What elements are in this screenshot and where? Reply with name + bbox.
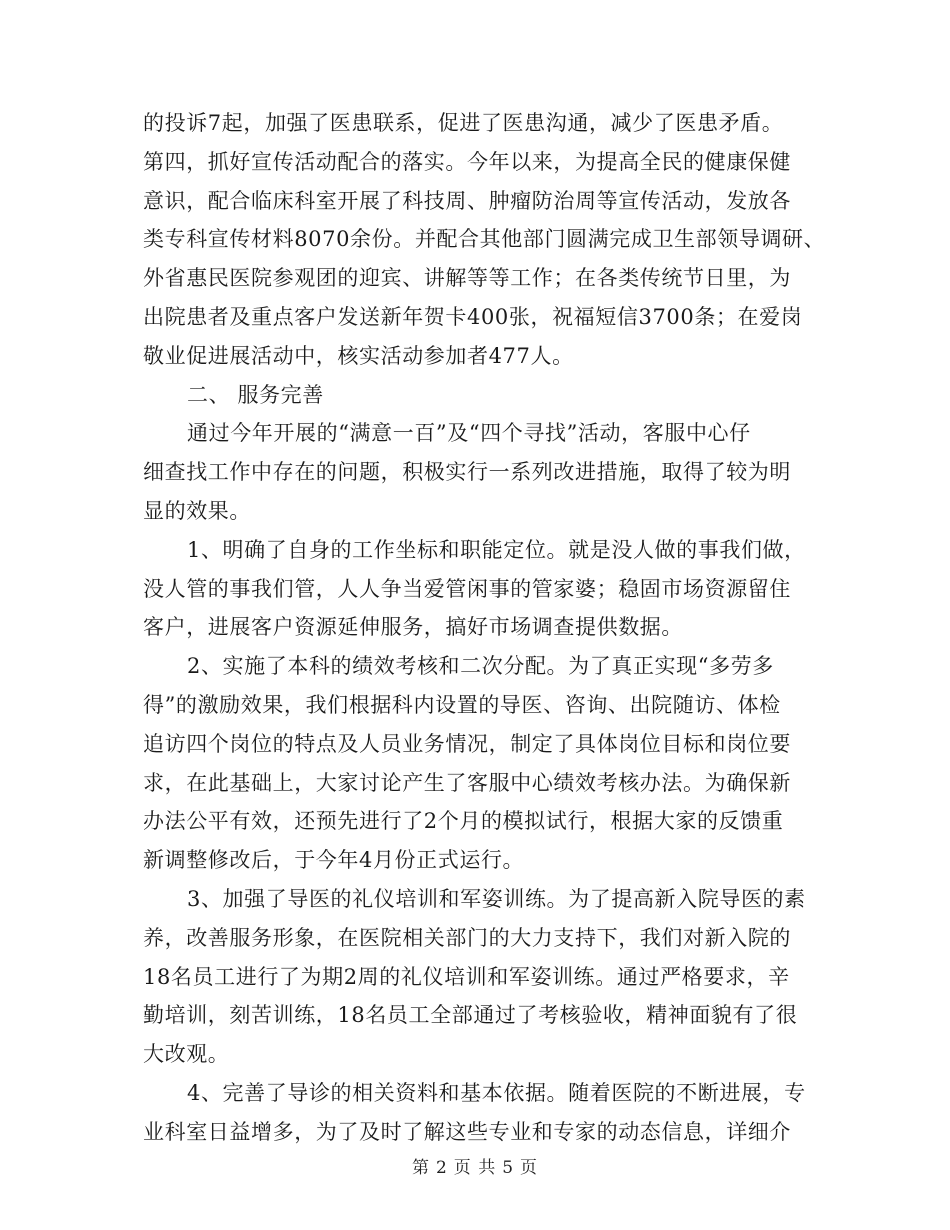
text-line: 没人管的事我们管，人人争当爱管闲事的管家婆；稳固市场资源留住 — [143, 576, 791, 601]
text-line: 出院患者及重点客户发送新年贺卡400张，祝福短信3700条；在爱岗 — [143, 304, 803, 329]
text-line: 4、完善了导诊的相关资料和基本依据。随着医院的不断进展，专 — [187, 1080, 806, 1105]
footer-suffix: 页 — [520, 1158, 539, 1178]
text-line: 大改观。 — [143, 1042, 230, 1067]
text-line: 通过今年开展的“满意一百”及“四个寻找”活动，客服中心仔 — [187, 421, 751, 446]
text-line: 客户，进展客户资源延伸服务，搞好市场调查提供数据。 — [143, 615, 683, 640]
text-line: 二、 服务完善 — [187, 382, 324, 407]
text-line: 2、实施了本科的绩效考核和二次分配。为了真正实现“多劳多 — [187, 654, 774, 679]
text-line: 敬业促进展活动中，核实活动参加者477人。 — [143, 343, 574, 368]
page-footer — [0, 1153, 950, 1178]
text-line: 类专科宣传材料8070余份。并配合其他部门圆满完成卫生部领导调研、 — [143, 227, 826, 252]
text-line: 细查找工作中存在的问题，积极实行一系列改进措施，取得了较为明 — [143, 460, 791, 485]
text-line: 勤培训，刻苦训练，18名员工全部通过了考核验收，精神面貌有了很 — [143, 1003, 798, 1028]
footer-middle: 页 共 — [453, 1158, 497, 1178]
text-line: 的投诉7起，加强了医患联系，促进了医患沟通，减少了医患矛盾。 — [143, 111, 784, 135]
footer-prefix: 第 — [411, 1158, 430, 1178]
text-line: 新调整修改后，于今年4月份正式运行。 — [143, 848, 525, 873]
text-line: 得”的激励效果，我们根据科内设置的导医、咨询、出院随访、体检 — [143, 692, 781, 717]
text-line: 显的效果。 — [143, 498, 251, 523]
text-line: 养，改善服务形象，在医院相关部门的大力支持下，我们对新入院的 — [143, 925, 791, 950]
text-line: 追访四个岗位的特点及人员业务情况，制定了具体岗位目标和岗位要 — [143, 731, 791, 756]
text-line: 求，在此基础上，大家讨论产生了客服中心绩效考核办法。为确保新 — [143, 770, 791, 795]
footer-total-pages: 5 — [502, 1158, 515, 1178]
text-line: 外省惠民医院参观团的迎宾、讲解等等工作；在各类传统节日里，为 — [143, 266, 791, 291]
text-line: 第四，抓好宣传活动配合的落实。今年以来，为提高全民的健康保健 — [143, 149, 791, 174]
text-line: 业科室日益增多，为了及时了解这些专业和专家的动态信息，详细介 — [143, 1119, 791, 1144]
text-line: 1、明确了自身的工作坐标和职能定位。就是没人做的事我们做， — [187, 537, 806, 562]
text-line: 3、加强了导医的礼仪培训和军姿训练。为了提高新入院导医的素 — [187, 886, 806, 911]
text-line: 18名员工进行了为期2周的礼仪培训和军姿训练。通过严格要求，辛 — [143, 964, 790, 989]
text-line: 办法公平有效，还预先进行了2个月的模拟试行，根据大家的反馈重 — [143, 809, 784, 834]
text-line: 意识，配合临床科室开展了科技周、肿瘤防治周等宣传活动，发放各 — [143, 188, 791, 213]
document-body — [143, 104, 826, 1152]
footer-page-number: 2 — [435, 1158, 448, 1178]
